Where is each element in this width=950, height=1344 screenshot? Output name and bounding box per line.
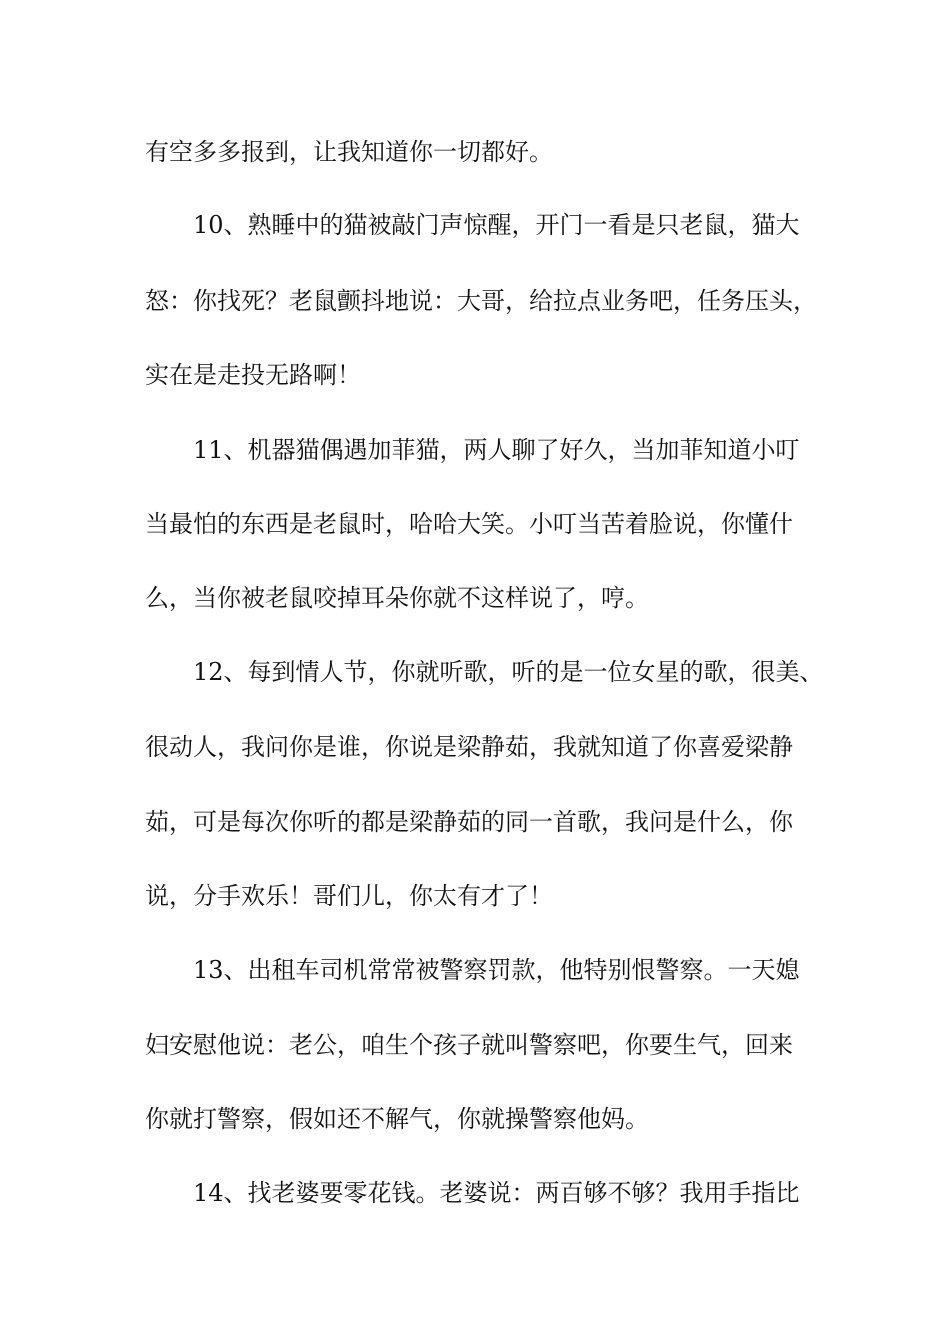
text-line: 11、机器猫偶遇加菲猫，两人聊了好久，当加菲知道小叮: [193, 436, 800, 464]
text-line: 13、出租车司机常常被警察罚款，他特别恨警察。一天媳: [193, 956, 800, 984]
text-line: 么，当你被老鼠咬掉耳朵你就不这样说了，哼。: [145, 584, 649, 612]
text-line: 有空多多报到，让我知道你一切都好。: [145, 138, 553, 166]
text-line: 怒：你找死？老鼠颤抖地说：大哥，给拉点业务吧，任务压头，: [145, 287, 817, 315]
text-line: 14、找老婆要零花钱。老婆说：两百够不够？我用手指比: [193, 1179, 800, 1207]
text-line: 茹，可是每次你听的都是梁静茹的同一首歌，我问是什么，你: [145, 808, 793, 836]
text-line: 10、熟睡中的猫被敲门声惊醒，开门一看是只老鼠，猫大: [193, 211, 800, 239]
text-line: 妇安慰他说：老公，咱生个孩子就叫警察吧，你要生气，回来: [145, 1031, 793, 1059]
text-line: 当最怕的东西是老鼠时，哈哈大笑。小叮当苦着脸说，你懂什: [145, 510, 793, 538]
text-line: 说，分手欢乐！哥们儿，你太有才了！: [145, 882, 553, 910]
text-line: 你就打警察，假如还不解气，你就操警察他妈。: [145, 1105, 649, 1133]
text-line: 12、每到情人节，你就听歌，听的是一位女星的歌，很美、: [193, 658, 824, 686]
text-line: 很动人，我问你是谁，你说是梁静茹，我就知道了你喜爱梁静: [145, 733, 793, 761]
text-line: 实在是走投无路啊！: [145, 361, 361, 389]
